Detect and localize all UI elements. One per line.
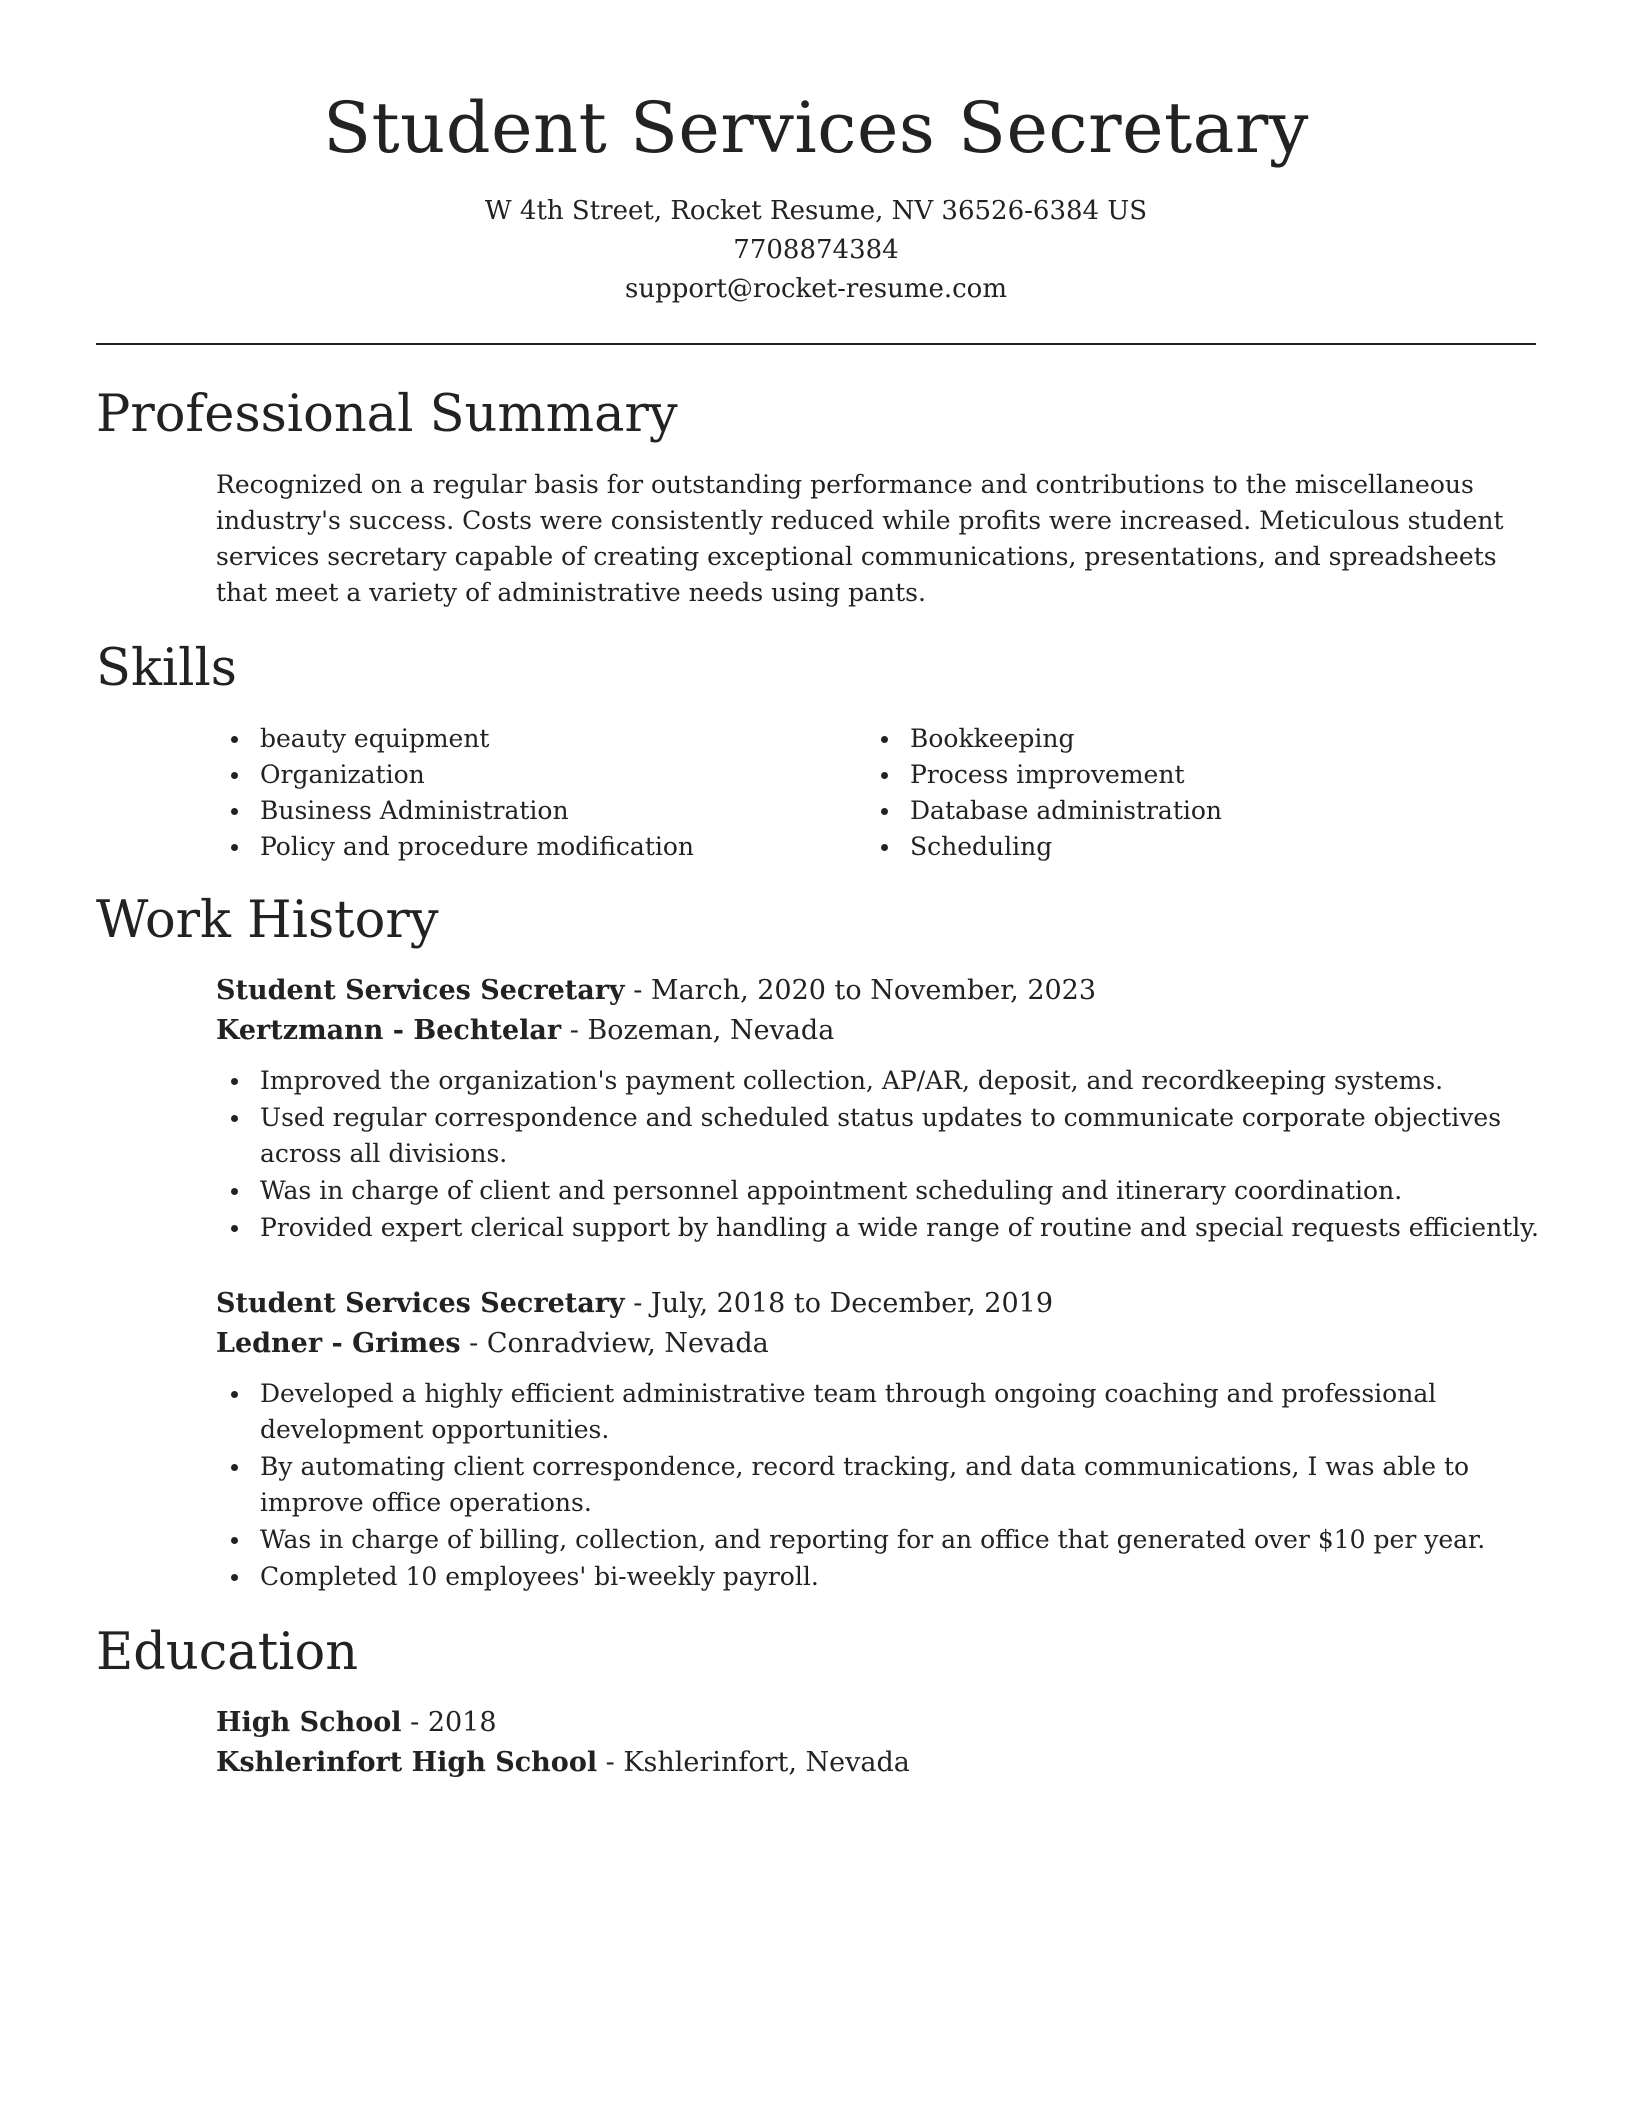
job-company: Kertzmann - Bechtelar	[216, 1015, 562, 1046]
education-degree-line	[216, 1703, 1536, 1743]
job-location: - Bozeman, Nevada	[561, 1015, 835, 1046]
education-location: - Kshlerinfort, Nevada	[597, 1747, 910, 1778]
job-title-line	[216, 1284, 1546, 1324]
job-company-line	[216, 1324, 1546, 1364]
skill-item: Bookkeeping	[866, 721, 1516, 757]
job-duties	[216, 1063, 1546, 1246]
job-dates: - March, 2020 to November, 2023	[624, 975, 1097, 1006]
work-history-heading: Work History	[96, 891, 439, 950]
contact-info	[96, 192, 1536, 309]
job-location: - Conradview, Nevada	[460, 1328, 769, 1359]
summary-text: Recognized on a regular basis for outstanding performance and contributions to the miscellaneous industry's success. Costs were consistently reduced while profits were increased. Meticulous student services secretary capable of creating exceptional communications, presentations, and spreadsheets that meet a variety of administrative needs using pants.	[216, 470, 1504, 607]
skills-list	[216, 721, 1536, 865]
duty-item: Developed a highly efficient administrative team through ongoing coaching and professional development opportunities.	[216, 1376, 1546, 1448]
education-school: Kshlerinfort High School	[216, 1747, 598, 1778]
resume-page	[96, 0, 1539, 1783]
duty-item: Provided expert clerical support by handling a wide range of routine and special requests efficiently.	[216, 1210, 1546, 1246]
duty-item: Used regular correspondence and scheduled status updates to communicate corporate objectives across all divisions.	[216, 1100, 1546, 1172]
skills-column-left	[216, 721, 866, 865]
skill-item: Organization	[216, 757, 866, 793]
job-entry	[216, 971, 1546, 1246]
job-company: Ledner - Grimes	[216, 1328, 461, 1359]
skill-item: Business Administration	[216, 793, 866, 829]
education-year: - 2018	[401, 1707, 497, 1738]
duty-item: Was in charge of billing, collection, and reporting for an office that generated over $10 per year.	[216, 1522, 1546, 1558]
job-duties	[216, 1376, 1546, 1595]
duty-item: Improved the organization's payment collection, AP/AR, deposit, and recordkeeping systems.	[216, 1063, 1546, 1099]
duty-item: By automating client correspondence, record tracking, and data communications, I was able to improve office operations.	[216, 1449, 1546, 1521]
duty-item: Was in charge of client and personnel appointment scheduling and itinerary coordination.	[216, 1173, 1546, 1209]
resume-name: Student Services Secretary	[323, 87, 1309, 169]
skills-column-right	[866, 721, 1516, 865]
education-heading: Education	[96, 1623, 359, 1682]
skill-item: Process improvement	[866, 757, 1516, 793]
header-divider	[96, 343, 1536, 345]
skill-item: Scheduling	[866, 829, 1516, 865]
contact-phone: 7708874384	[733, 235, 899, 265]
skills-heading: Skills	[96, 639, 237, 698]
skill-item: beauty equipment	[216, 721, 866, 757]
duty-item: Completed 10 employees' bi-weekly payroll.	[216, 1559, 1546, 1595]
job-company-line	[216, 1011, 1546, 1051]
skill-item: Database administration	[866, 793, 1516, 829]
contact-email: support@rocket-resume.com	[624, 274, 1007, 304]
job-title-line	[216, 971, 1546, 1011]
contact-address: W 4th Street, Rocket Resume, NV 36526-6384 US	[484, 196, 1148, 226]
summary-heading: Professional Summary	[96, 385, 678, 444]
job-dates: - July, 2018 to December, 2019	[624, 1288, 1054, 1319]
education-school-line	[216, 1743, 1536, 1783]
job-role: Student Services Secretary	[216, 975, 625, 1006]
skill-item: Policy and procedure modification	[216, 829, 866, 865]
job-entry	[216, 1284, 1546, 1595]
education-entry	[216, 1703, 1536, 1783]
job-role: Student Services Secretary	[216, 1288, 625, 1319]
education-degree: High School	[216, 1707, 402, 1738]
